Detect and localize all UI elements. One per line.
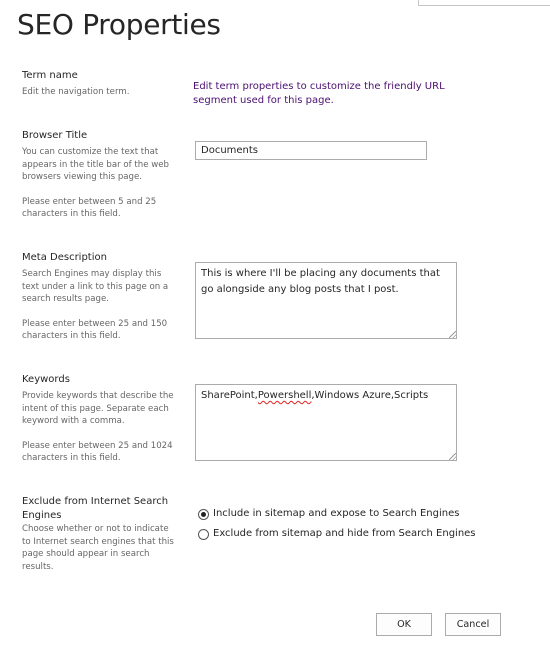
meta-description-section bbox=[22, 251, 178, 343]
keywords-title: Keywords bbox=[22, 374, 70, 385]
keywords-hint: Please enter between 25 and 1024 characters in this field. bbox=[22, 440, 173, 464]
ok-button[interactable]: OK bbox=[376, 613, 432, 636]
radio-option-exclude[interactable] bbox=[198, 527, 476, 541]
radio-include-label[interactable]: Include in sitemap and expose to Search Engines bbox=[213, 508, 460, 519]
radio-include-checked-icon[interactable] bbox=[198, 509, 209, 520]
keyword-part: SharePoint, bbox=[201, 390, 258, 401]
term-name-description: Edit the navigation term. bbox=[22, 87, 130, 97]
top-right-frame-edge bbox=[418, 0, 550, 6]
radio-exclude-unchecked-icon[interactable] bbox=[198, 529, 209, 540]
meta-description-title: Meta Description bbox=[22, 252, 107, 263]
keywords-textarea[interactable] bbox=[195, 384, 457, 461]
meta-description-textarea[interactable] bbox=[195, 262, 457, 339]
resize-grip-icon[interactable] bbox=[449, 453, 456, 460]
term-name-section bbox=[22, 69, 178, 99]
browser-title-input[interactable] bbox=[195, 141, 427, 160]
exclude-title: Exclude from Internet Search Engines bbox=[22, 496, 169, 521]
keywords-field[interactable] bbox=[195, 384, 457, 461]
radio-option-include[interactable] bbox=[198, 507, 459, 521]
keywords-section bbox=[22, 373, 178, 465]
keyword-part-misspelled: Powershell bbox=[257, 390, 312, 401]
keywords-description: Provide keywords that describe the intent of this page. Separate each keyword with a comma. bbox=[22, 391, 174, 427]
exclude-section bbox=[22, 495, 178, 573]
resize-grip-icon[interactable] bbox=[449, 331, 456, 338]
exclude-description: Choose whether or not to indicate to Internet search engines that this page should appear in search results. bbox=[22, 524, 174, 572]
cancel-button[interactable]: Cancel bbox=[445, 613, 501, 636]
meta-description-description: Search Engines may display this text under a link to this page on a search results page. bbox=[22, 269, 169, 305]
keyword-part: ,Windows Azure,Scripts bbox=[311, 390, 429, 401]
browser-title-hint: Please enter between 5 and 25 characters in this field. bbox=[22, 196, 157, 220]
page-title: SEO Properties bbox=[17, 8, 221, 41]
radio-exclude-label[interactable]: Exclude from sitemap and hide from Search Engines bbox=[213, 528, 476, 539]
browser-title-title: Browser Title bbox=[22, 130, 88, 141]
term-name-title: Term name bbox=[22, 70, 78, 81]
browser-title-description: You can customize the text that appears in the title bar of the web browsers viewing this page. bbox=[22, 147, 170, 183]
browser-title-section bbox=[22, 129, 178, 221]
term-properties-info: Edit term properties to customize the friendly URL segment used for this page. bbox=[193, 81, 445, 106]
meta-description-field[interactable] bbox=[195, 262, 457, 339]
meta-description-hint: Please enter between 25 and 150 characters in this field. bbox=[22, 318, 168, 342]
